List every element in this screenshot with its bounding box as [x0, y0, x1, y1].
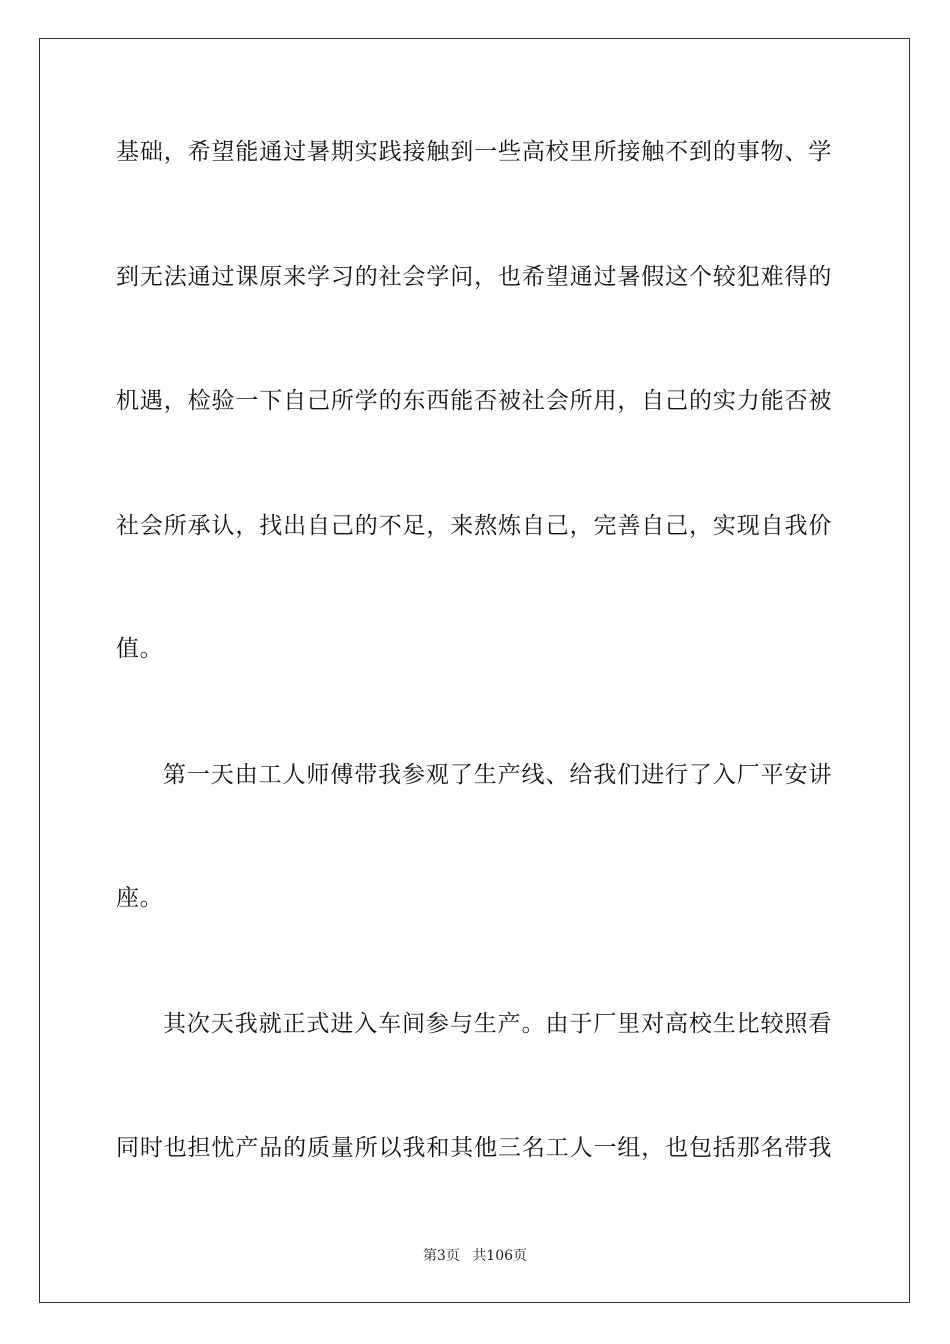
paragraph-first-line: 其次天我就正式进入车间参与生产。由于厂里对高校生比较照看 [163, 1011, 832, 1037]
page-number: 第3页 [422, 1248, 460, 1264]
body-text-line: 基础，希望能通过暑期实践接触到一些高校里所接触不到的事物、学 [116, 139, 832, 165]
paragraph-first-line: 第一天由工人师傅带我参观了生产线、给我们进行了入厂平安讲 [163, 762, 832, 788]
body-text-line: 座。 [116, 885, 164, 911]
page-total: 共106页 [472, 1248, 528, 1264]
page-footer [0, 1246, 950, 1266]
body-text-line: 机遇，检验一下自己所学的东西能否被社会所用，自己的实力能否被 [116, 388, 832, 414]
body-text-line: 同时也担忧产品的质量所以我和其他三名工人一组，也包括那名带我 [116, 1135, 832, 1161]
body-text-line: 社会所承认，找出自己的不足，来熬炼自己，完善自己，实现自我价 [116, 513, 832, 539]
body-text-line: 值。 [116, 636, 164, 662]
page-frame [39, 38, 910, 1303]
body-text-line: 到无法通过课原来学习的社会学问，也希望通过暑假这个较犯难得的 [116, 264, 832, 290]
